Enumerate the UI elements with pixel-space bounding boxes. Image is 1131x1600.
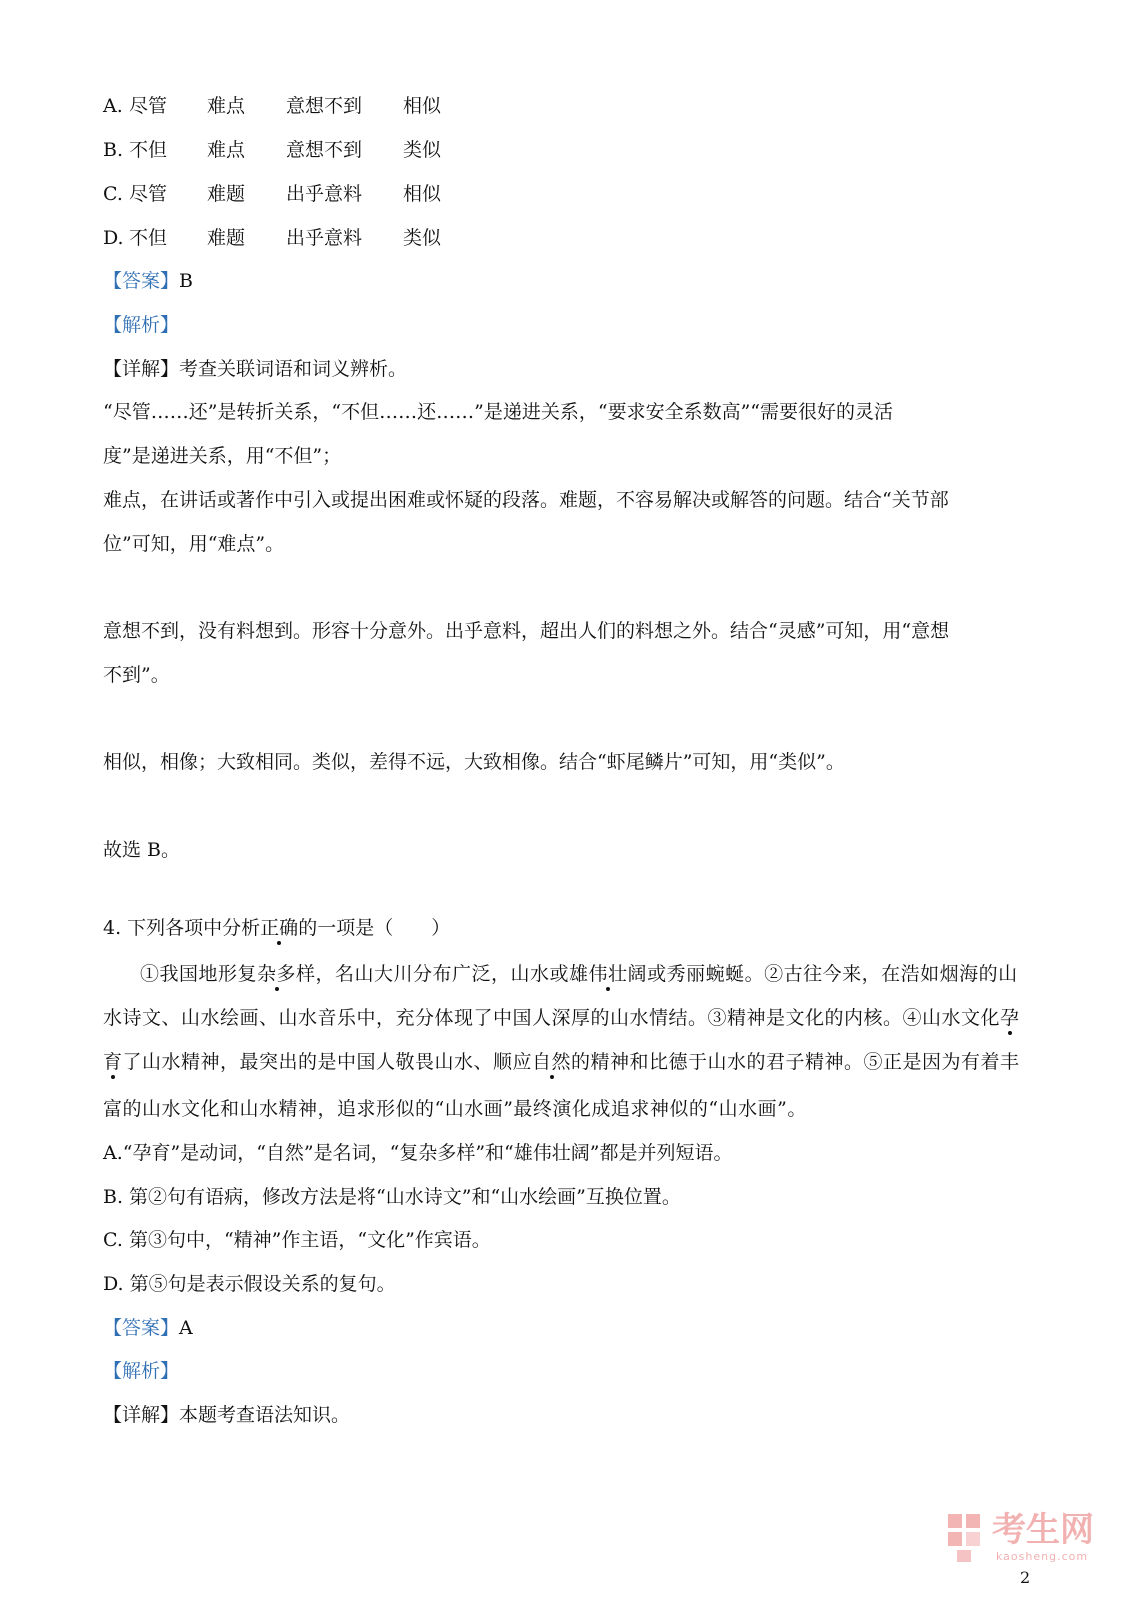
watermark — [948, 1510, 1108, 1568]
analysis-tag: 【解析】 — [103, 314, 180, 336]
option-word-3: 出乎意料 — [286, 227, 363, 249]
option-word-1: 尽管 — [129, 183, 168, 205]
option-c — [103, 180, 603, 208]
explanation-line: 位”可知，用“难点”。 — [103, 533, 285, 555]
detail-tag: 【详解】 — [103, 1404, 180, 1426]
option-a — [103, 92, 603, 120]
option-letter: C. — [103, 183, 123, 205]
q4-option-b: B. 第②句有语病，修改方法是将“山水诗文”和“山水绘画”互换位置。 — [103, 1186, 681, 1208]
question-4-stem — [103, 914, 450, 942]
option-word-3: 出乎意料 — [286, 183, 363, 205]
passage-line — [140, 960, 1018, 988]
detail-text: 本题考查语法知识。 — [179, 1404, 351, 1426]
stem-dotted-text: 正确 — [260, 917, 299, 939]
option-letter: D. — [103, 227, 124, 249]
option-word-2: 难题 — [207, 227, 246, 249]
option-word-4: 类似 — [403, 139, 442, 161]
passage-text: ①我国地形 — [140, 963, 238, 985]
watermark-logo-icon — [948, 1514, 984, 1562]
passage-text: 或秀丽蜿蜒。②古往今来，在浩如烟海的山 — [647, 963, 1018, 985]
explanation-line: 度”是递进关系，用“不但”； — [103, 445, 342, 467]
passage-text: 水诗文、山水绘画、山水音乐中，充分体现了中国人深厚的山水情结。③精神是文化的内核。④山水文化 — [103, 1007, 1001, 1029]
option-word-4: 相似 — [403, 183, 442, 205]
option-word-1: 不但 — [129, 139, 168, 161]
detail-text: 考查关联词语和词义辨析。 — [179, 358, 408, 380]
q4-option-c: C. 第③句中，“精神”作主语，“文化”作宾语。 — [103, 1229, 491, 1251]
conclusion-line: 故选 B。 — [103, 839, 181, 861]
passage-line — [103, 1004, 1020, 1032]
option-word-4: 类似 — [403, 227, 442, 249]
detail-tag: 【详解】 — [103, 358, 180, 380]
stem-text: 4. 下列各项中分析 — [103, 917, 261, 939]
passage-dotted-text: 孕 — [1000, 1007, 1020, 1029]
answer-tag: 【答案】 — [103, 270, 180, 292]
option-word-1: 尽管 — [129, 95, 168, 117]
passage-line: 富的山水文化和山水精神，追求形似的“山水画”最终演化成追求神似的“山水画”。 — [103, 1098, 807, 1120]
option-word-2: 难点 — [207, 95, 246, 117]
passage-line — [103, 1048, 1020, 1076]
option-letter: A. — [103, 95, 123, 117]
passage-text: 的精神和比德于山水的君子精神。⑤正是因为有着丰 — [571, 1051, 1020, 1073]
answer-value: B — [179, 270, 193, 292]
explanation-line: 难点，在讲话或著作中引入或提出困难或怀疑的段落。难题，不容易解决或解答的问题。结合“关节部 — [103, 489, 949, 511]
option-word-4: 相似 — [403, 95, 442, 117]
answer-tag: 【答案】 — [103, 1317, 180, 1339]
passage-dotted-text: 雄伟壮阔 — [569, 963, 648, 985]
option-d — [103, 224, 603, 252]
analysis-line — [103, 311, 179, 339]
option-word-2: 难题 — [207, 183, 246, 205]
page-number: 2 — [1020, 1568, 1031, 1587]
watermark-brand: 考生网 — [992, 1510, 1094, 1550]
passage-text: 了山水精神，最突出的是中国人敬畏山水、顺应 — [122, 1051, 533, 1073]
option-b — [103, 136, 603, 164]
answer-line — [103, 1314, 193, 1342]
option-word-3: 意想不到 — [286, 95, 363, 117]
passage-dotted-text: 复杂多样 — [237, 963, 316, 985]
option-word-1: 不但 — [129, 227, 168, 249]
detail-line — [103, 355, 407, 383]
option-letter: B. — [103, 139, 124, 161]
stem-text: 的一项是（ ） — [298, 917, 451, 939]
analysis-line — [103, 1357, 179, 1385]
explanation-line: 相似，相像；大致相同。类似，差得不远，大致相像。结合“虾尾鳞片”可知，用“类似”。 — [103, 751, 845, 773]
answer-line — [103, 267, 193, 295]
q4-option-d: D. 第⑤句是表示假设关系的复句。 — [103, 1273, 396, 1295]
explanation-line: 意想不到，没有料想到。形容十分意外。出乎意料，超出人们的料想之外。结合“灵感”可知，用“意想 — [103, 620, 950, 642]
option-word-3: 意想不到 — [286, 139, 363, 161]
explanation-line: 不到”。 — [103, 664, 170, 686]
answer-value: A — [179, 1317, 193, 1339]
option-word-2: 难点 — [207, 139, 246, 161]
analysis-tag: 【解析】 — [103, 1360, 180, 1382]
stem-dotted-word — [260, 917, 298, 939]
watermark-site: kaosheng.com — [996, 1550, 1089, 1563]
explanation-line: “尽管……还”是转折关系，“不但……还……”是递进关系，“要求安全系数高”“需要很好的灵活 — [103, 401, 893, 423]
passage-text: ，名山大川分布广泛，山水或 — [315, 963, 570, 985]
q4-option-a: A.“孕育”是动词，“自然”是名词，“复杂多样”和“雄伟壮阔”都是并列短语。 — [103, 1142, 733, 1164]
passage-dotted-text: 育 — [103, 1051, 123, 1073]
passage-dotted-text: 自然 — [532, 1051, 572, 1073]
detail-line — [103, 1401, 350, 1429]
